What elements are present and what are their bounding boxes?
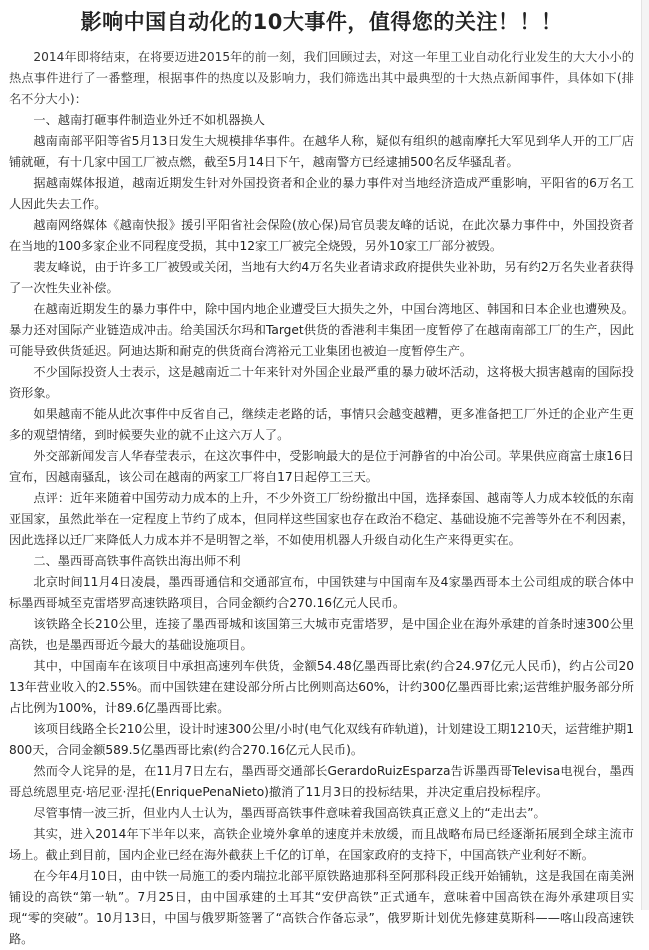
paragraph: 该铁路全长210公里，连接了墨西哥城和该国第三大城市克雷塔罗，是中国企业在海外承建的首条时速300公里高铁，也是墨西哥近今最大的基础设施项目。 xyxy=(9,617,634,652)
paragraph: 尽管事情一波三折，但业内人士认为，墨西哥高铁事件意味着我国高铁真正意义上的“走出去”。 xyxy=(33,806,546,820)
paragraph: 越南南部平阳等省5月13日发生大规模排华事件。在越华人称，疑似有组织的越南摩托大军见到华人开的工厂店铺就砸，有十几家中国工厂被点燃，截至5月14日下午，越南警方已经逮捕500名反华骚乱者。 xyxy=(9,134,634,169)
paragraph: 在越南近期发生的暴力事件中，除中国内地企业遭受巨大损失之外，中国台湾地区、韩国和日本企业也遭殃及。暴力还对国际产业链造成冲击。给美国沃尔玛和Target供货的香港利丰集团一度暂停了在越南南部工厂的生产，因此可能导致供货延迟。阿迪达斯和耐克的供货商台湾裕元工业集团也被迫一度暂停生产。 xyxy=(9,302,634,358)
intro-paragraph: 2014年即将结束，在将要迈进2015年的前一刻，我们回顾过去，对这一年里工业自动化行业发生的大大小小的热点事件进行了一番整理，根据事件的热度以及影响力，我们筛选出其中最典型的十大热点新闻事件，具体如下(排名不分大小)： xyxy=(9,50,634,106)
section-heading-vietnam: 一、越南打砸事件制造业外迁不如机器换人 xyxy=(33,113,265,127)
section-heading-mexico: 二、墨西哥高铁事件高铁出海出师不利 xyxy=(33,554,241,568)
paragraph: 外交部新闻发言人华春莹表示，在这次事件中，受影响最大的是位于河静省的中冶公司。苹果供应商富士康16日宣布，因越南骚乱，该公司在越南的两家工厂将自17日起停工三天。 xyxy=(9,449,634,484)
vertical-scrollbar[interactable] xyxy=(641,0,649,910)
paragraph: 裴友峰说，由于许多工厂被毁或关闭，当地有大约4万名失业者请求政府提供失业补助，另有约2万名失业者获得了一次性失业补偿。 xyxy=(9,260,634,295)
paragraph: 不少国际投资人士表示，这是越南近二十年来针对外国企业最严重的暴力破坏活动，这将极大损害越南的国际投资形象。 xyxy=(9,365,634,400)
article-body xyxy=(9,47,634,950)
paragraph: 据越南媒体报道，越南近期发生针对外国投资者和企业的暴力事件对当地经济造成严重影响，平阳省的6万名工人因此失去工作。 xyxy=(9,176,634,211)
comment-paragraph: 点评：近年来随着中国劳动力成本的上升，不少外资工厂纷纷撤出中国，选择泰国、越南等人力成本较低的东南亚国家，虽然此举在一定程度上节约了成本，但同样这些国家也存在政治不稳定、基础设施不完善等外在不利因素，因此选择以迁厂来降低人力成本并不是明智之举，不如使用机器人升级自动化生产来得更实在。 xyxy=(9,491,634,547)
paragraph: 该项目线路全长210公里，设计时速300公里/小时(电气化双线有砟轨道)，计划建设工期1210天，运营维护期1800天，合同金额589.5亿墨西哥比索(约合270.16亿元人民币)。 xyxy=(9,722,634,757)
paragraph: 然而令人诧异的是，在11月7日左右，墨西哥交通部长GerardoRuizEsparza告诉墨西哥Televisa电视台，墨西哥总统恩里克·培尼亚·涅托(EnriquePenaNieto)撤消了11月3日的投标结果，并决定重启投标程序。 xyxy=(9,764,634,799)
paragraph: 北京时间11月4日凌晨，墨西哥通信和交通部宣布，中国铁建与中国南车及4家墨西哥本土公司组成的联合体中标墨西哥城至克雷塔罗高速铁路项目，合同金额约合270.16亿元人民币。 xyxy=(9,575,634,610)
article-title: 影响中国自动化的10大事件，值得您的关注！！！ xyxy=(80,10,563,34)
paragraph: 在今年4月10日，由中铁一局施工的委内瑞拉北部平原铁路迪那科至阿那科段正线开始铺轨，这是我国在南美洲铺设的高铁“第一轨”。7月25日，由中国承建的土耳其“安伊高铁”正式通车，意味着中国高铁在海外承建项目实现“零的突破”。10月13日，中国与俄罗斯签署了“高铁合作备忘录”，俄罗斯计划优先修建莫斯科——喀山段高速铁路。 xyxy=(9,869,634,946)
paragraph: 其中，中国南车在该项目中承担高速列车供货，金额54.48亿墨西哥比索(约合24.97亿元人民币)，约占公司2013年营业收入的2.55%。而中国铁建在建设部分所占比例则高达60%，计约300亿墨西哥比索;运营维护服务部分所占比例为100%，计89.6亿墨西哥比索。 xyxy=(9,659,634,715)
paragraph: 其实，进入2014年下半年以来，高铁企业境外拿单的速度并未放缓，而且战略布局已经逐渐拓展到全球主流市场上。截止到目前，国内企业已经在海外截获上千亿的订单，在国家政府的支持下，中国高铁产业利好不断。 xyxy=(9,827,634,862)
paragraph: 如果越南不能从此次事件中反省自己，继续走老路的话，事情只会越变越糟，更多准备把工厂外迁的企业产生更多的观望情绪，到时候要失业的就不止这六万人了。 xyxy=(9,407,634,442)
paragraph: 越南网络媒体《越南快报》援引平阳省社会保险(放心保)局官员裴友峰的话说，在此次暴力事件中，外国投资者在当地的100多家企业不同程度受损，其中12家工厂被完全烧毁，另外10家工厂部分被毁。 xyxy=(9,218,634,253)
